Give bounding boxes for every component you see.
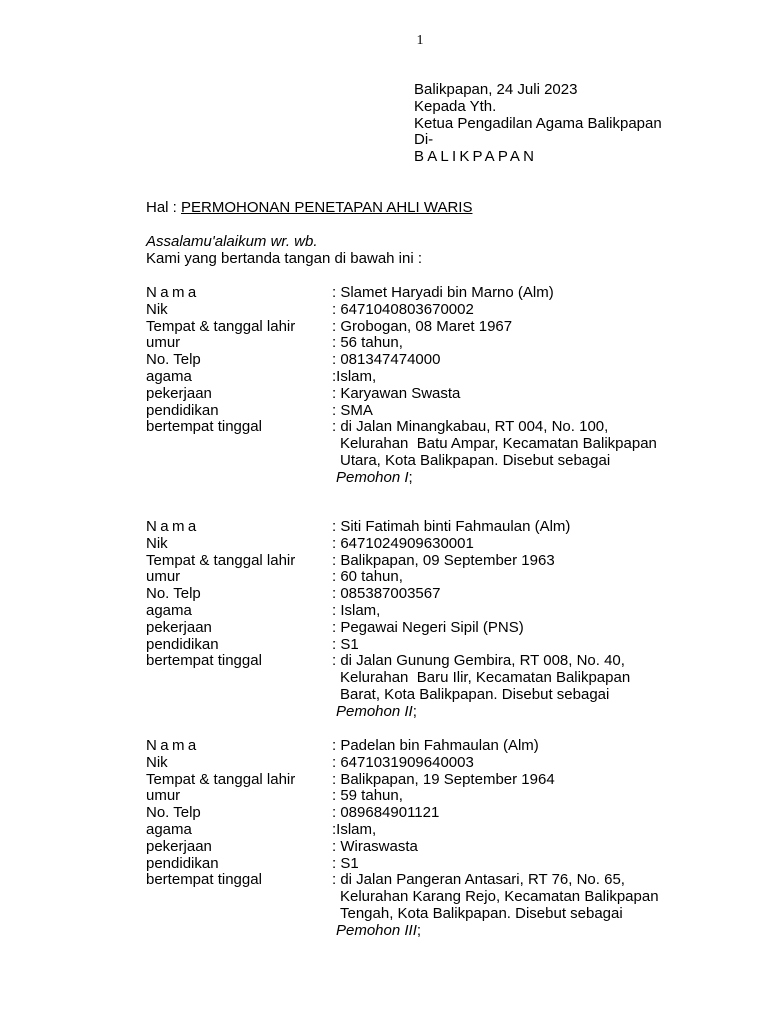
birth-value: : Balikpapan, 09 September 1963: [332, 551, 555, 569]
petitioner-label: Pemohon II: [336, 702, 413, 720]
name-label: Nama: [146, 284, 200, 301]
address-label: bertempat tinggal: [146, 871, 262, 889]
education-value: : S1: [332, 854, 359, 872]
religion-value: :Islam,: [332, 367, 377, 385]
religion-label: agama: [146, 367, 192, 385]
address-value: [332, 653, 630, 720]
phone-label: No. Telp: [146, 585, 201, 603]
name-label: Nama: [146, 518, 200, 535]
age-value: : 60 tahun,: [332, 568, 403, 586]
name-value: : Siti Fatimah binti Fahmaulan (Alm): [332, 518, 571, 535]
address-line: Kelurahan Baru Ilir, Kecamatan Balikpapan: [340, 669, 631, 687]
opening: [146, 234, 422, 268]
party-block: [146, 738, 706, 940]
phone-label: No. Telp: [146, 804, 201, 822]
birth-label: Tempat & tanggal lahir: [146, 317, 296, 335]
phone-value: : 081347474000: [332, 351, 441, 369]
petitioner-terminator: ;: [412, 702, 417, 720]
address-block: [414, 82, 662, 166]
job-value: : Pegawai Negeri Sipil (PNS): [332, 618, 524, 636]
nik-label: Nik: [146, 300, 168, 318]
intro-text: Kami yang bertanda tangan di bawah ini :: [146, 249, 423, 267]
name-label: Nama: [146, 737, 200, 754]
recipient: Ketua Pengadilan Agama Balikpapan: [414, 114, 662, 132]
address-line: Kelurahan Karang Rejo, Kecamatan Balikpapan: [340, 888, 659, 906]
address-line: Tengah, Kota Balikpapan. Disebut sebagai: [340, 904, 623, 922]
petitioner-terminator: ;: [416, 921, 422, 939]
salutation-to: Kepada Yth.: [414, 97, 497, 115]
phone-label: No. Telp: [146, 351, 201, 369]
subject-value: PERMOHONAN PENETAPAN AHLI WARIS: [181, 199, 473, 216]
birth-value: : Balikpapan, 19 September 1964: [332, 770, 555, 788]
birth-value: : Grobogan, 08 Maret 1967: [332, 317, 513, 335]
nik-value: : 6471024909630001: [332, 534, 474, 552]
nik-value: : 6471040803670002: [332, 300, 474, 318]
age-label: umur: [146, 334, 181, 352]
at-label: Di-: [414, 131, 434, 149]
nik-label: Nik: [146, 753, 168, 771]
salutation: Assalamu'alaikum wr. wb.: [146, 233, 318, 250]
age-label: umur: [146, 568, 181, 586]
job-value: : Wiraswasta: [332, 837, 418, 855]
job-label: pekerjaan: [146, 384, 212, 402]
place-date: Balikpapan, 24 Juli 2023: [414, 81, 578, 98]
address-line: Kelurahan Batu Ampar, Kecamatan Balikpapan: [340, 435, 657, 453]
phone-value: : 089684901121: [332, 804, 440, 822]
education-label: pendidikan: [146, 854, 219, 872]
address-label: bertempat tinggal: [146, 418, 262, 436]
petitioner-designation: [332, 704, 630, 721]
name-value: : Padelan bin Fahmaulan (Alm): [332, 737, 539, 754]
recipient-city: BALIKPAPAN: [414, 148, 538, 166]
address-line: : di Jalan Pangeran Antasari, RT 76, No. 65,: [332, 871, 625, 889]
job-label: pekerjaan: [146, 618, 212, 636]
nik-value: : 6471031909640003: [332, 753, 474, 771]
address-line: : di Jalan Gunung Gembira, RT 008, No. 40,: [332, 652, 625, 670]
page-number: 1: [416, 33, 424, 48]
age-value: : 56 tahun,: [332, 334, 403, 352]
petitioner-label: Pemohon III: [336, 921, 417, 939]
party-block: [146, 519, 706, 721]
education-value: : SMA: [332, 401, 373, 419]
job-value: : Karyawan Swasta: [332, 384, 461, 402]
age-label: umur: [146, 787, 181, 805]
religion-label: agama: [146, 820, 192, 838]
religion-value: :Islam,: [332, 820, 377, 838]
education-label: pendidikan: [146, 401, 219, 419]
nik-label: Nik: [146, 534, 168, 552]
address-label: bertempat tinggal: [146, 652, 262, 670]
birth-label: Tempat & tanggal lahir: [146, 770, 296, 788]
address-line: Barat, Kota Balikpapan. Disebut sebagai: [340, 685, 610, 703]
religion-value: : Islam,: [332, 601, 381, 619]
petitioner-designation: [332, 923, 659, 940]
education-label: pendidikan: [146, 635, 219, 653]
petitioner-label: Pemohon I: [336, 468, 409, 486]
age-value: : 59 tahun,: [332, 787, 403, 805]
phone-value: : 085387003567: [332, 585, 441, 603]
address-line: Utara, Kota Balikpapan. Disebut sebagai: [340, 451, 611, 469]
address-value: [332, 419, 657, 486]
petitioner-terminator: ;: [408, 468, 413, 486]
subject-line: [146, 200, 472, 217]
subject-label: Hal :: [146, 199, 182, 216]
address-line: : di Jalan Minangkabau, RT 004, No. 100,: [332, 418, 609, 436]
birth-label: Tempat & tanggal lahir: [146, 551, 296, 569]
religion-label: agama: [146, 601, 192, 619]
education-value: : S1: [332, 635, 359, 653]
party-block: [146, 285, 706, 487]
job-label: pekerjaan: [146, 837, 212, 855]
petitioner-designation: [332, 470, 657, 487]
name-value: : Slamet Haryadi bin Marno (Alm): [332, 284, 554, 301]
address-value: [332, 872, 659, 939]
